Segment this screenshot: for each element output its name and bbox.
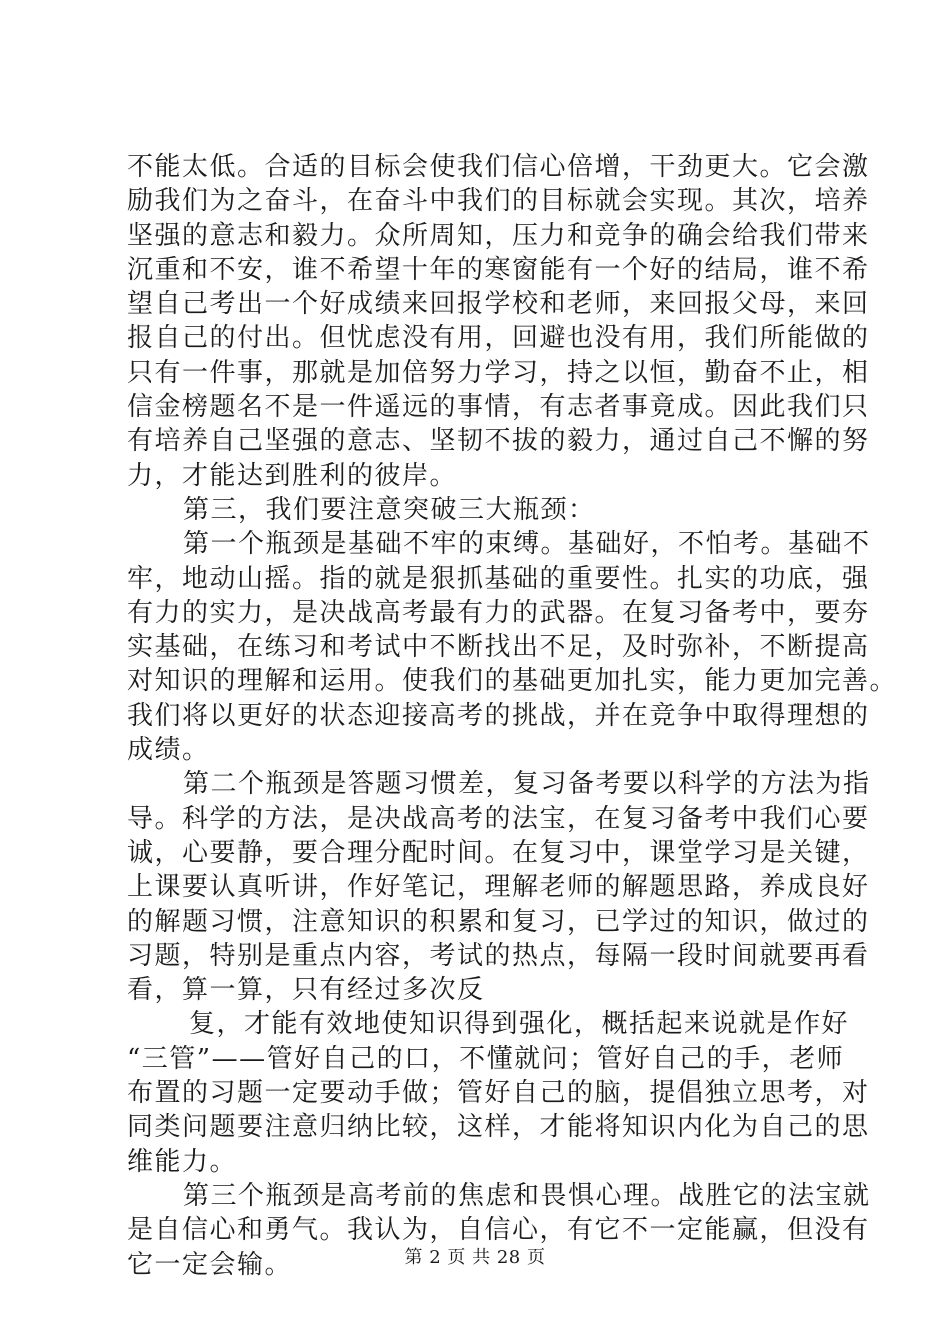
text-line: 同类问题要注意归纳比较，这样，才能将知识内化为自己的思	[127, 1112, 870, 1143]
document-body	[127, 150, 898, 1282]
text-line: 望自己考出一个好成绩来回报学校和老师，来回报父母，来回	[127, 289, 870, 320]
text-line: 坚强的意志和毅力。众所周知，压力和竞争的确会给我们带来	[127, 220, 870, 251]
text-line: 它一定会输。	[127, 1249, 293, 1280]
text-line: 布置的习题一定要动手做；管好自己的脑，提倡独立思考，对	[127, 1078, 870, 1109]
text-line: 第三，我们要注意突破三大瓶颈：	[183, 494, 596, 525]
text-line: 报自己的付出。但忧虑没有用，回避也没有用，我们所能做的	[127, 323, 870, 354]
text-line: 第二个瓶颈是答题习惯差，复习备考要以科学的方法为指	[183, 769, 871, 800]
text-line: 励我们为之奋斗，在奋斗中我们的目标就会实现。其次，培养	[127, 186, 870, 217]
text-line: 沉重和不安，谁不希望十年的寒窗能有一个好的结局，谁不希	[127, 254, 870, 285]
text-line: 有力的实力，是决战高考最有力的武器。在复习备考中，要夯	[127, 597, 870, 628]
text-line: 牢，地动山摇。指的就是狠抓基础的重要性。扎实的功底，强	[127, 563, 870, 594]
text-line: 是自信心和勇气。我认为，自信心，有它不一定能赢，但没有	[127, 1215, 870, 1246]
paragraph-bottleneck-two	[127, 767, 871, 1007]
text-line: 成绩。	[127, 735, 210, 766]
paragraph-goal-continuation	[127, 150, 870, 493]
page-number-footer: 第 2 页 共 28 页	[404, 1247, 546, 1268]
text-line: 有培养自己坚强的意志、坚韧不拔的毅力，通过自己不懈的努	[127, 426, 870, 457]
text-line: 第三个瓶颈是高考前的焦虑和畏惧心理。战胜它的法宝就	[183, 1180, 871, 1211]
paragraph-three-bottlenecks-heading	[127, 493, 839, 527]
paragraph-bottleneck-one	[127, 527, 898, 767]
text-line: 第一个瓶颈是基础不牢的束缚。基础好，不怕考。基础不	[183, 529, 871, 560]
text-line: “三管”——管好自己的口，不懂就问；管好自己的手，老师	[127, 1043, 845, 1074]
text-line: 我们将以更好的状态迎接高考的挑战，并在竞争中取得理想的	[127, 700, 870, 731]
text-line: 上课要认真听讲，作好笔记，理解老师的解题思路，养成良好	[127, 872, 870, 903]
text-line: 只有一件事，那就是加倍努力学习，持之以恒，勤奋不止，相	[127, 357, 870, 388]
text-line: 看，算一算，只有经过多次反	[127, 975, 485, 1006]
text-line: 的解题习惯，注意知识的积累和复习，已学过的知识，做过的	[127, 906, 870, 937]
text-line: 习题，特别是重点内容，考试的热点，每隔一段时间就要再看	[127, 940, 870, 971]
text-line: 复，才能有效地使知识得到强化，概括起来说就是作好	[189, 1009, 850, 1040]
text-line: 对知识的理解和运用。使我们的基础更加扎实，能力更加完善。	[127, 666, 898, 697]
paragraph-three-controls	[127, 1007, 870, 1178]
text-line: 诚，心要静，要合理分配时间。在复习中，课堂学习是关键，	[127, 837, 870, 868]
text-line: 实基础，在练习和考试中不断找出不足，及时弥补，不断提高	[127, 632, 870, 663]
text-line: 导。科学的方法，是决战高考的法宝，在复习备考中我们心要	[127, 803, 870, 834]
text-line: 力，才能达到胜利的彼岸。	[127, 460, 458, 491]
text-line: 信金榜题名不是一件遥远的事情，有志者事竟成。因此我们只	[127, 392, 870, 423]
text-line: 不能太低。合适的目标会使我们信心倍增，干劲更大。它会激	[127, 152, 870, 182]
text-line: 维能力。	[127, 1146, 238, 1177]
